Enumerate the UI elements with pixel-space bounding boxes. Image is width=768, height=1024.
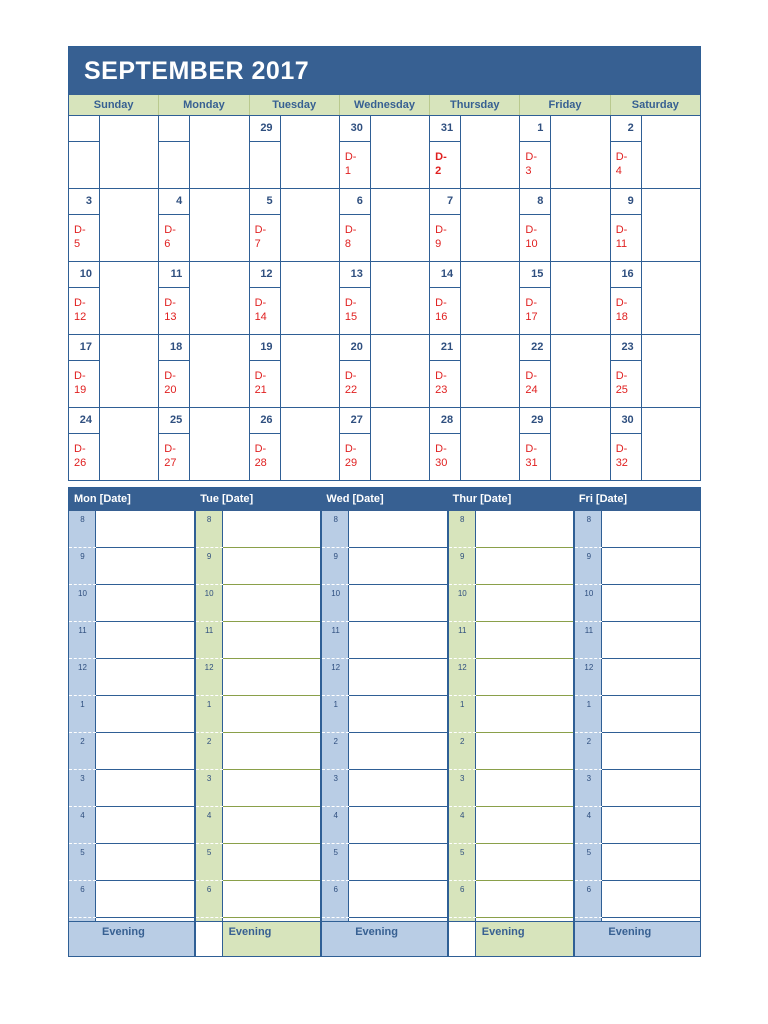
day-countdown: D- 11 (611, 215, 642, 261)
hour-label: 6 (196, 881, 223, 918)
day-number: 16 (611, 262, 642, 288)
calendar-day-cell[interactable] (159, 116, 249, 188)
day-number: 17 (69, 335, 100, 361)
weekday-label-monday: Monday (159, 95, 249, 115)
day-number: 23 (611, 335, 642, 361)
time-slot[interactable] (349, 622, 447, 659)
day-number: 19 (250, 335, 281, 361)
day-number: 7 (430, 189, 461, 215)
weekday-label-saturday: Saturday (631, 99, 679, 111)
day-countdown: D- 15 (340, 288, 371, 334)
time-slot[interactable] (602, 696, 700, 733)
calendar-day-cell[interactable] (250, 262, 340, 334)
hour-label: 11 (322, 622, 349, 659)
day-countdown: D- 28 (250, 434, 281, 481)
day-number: 3 (69, 189, 100, 215)
hour-label: 4 (322, 807, 349, 844)
weekday-label-friday: Friday (520, 95, 610, 115)
time-slot[interactable] (349, 659, 447, 696)
hour-label: 10 (449, 585, 476, 622)
calendar-day-cell[interactable] (250, 189, 340, 261)
calendar-day-cell[interactable] (430, 189, 520, 261)
hour-label: 10 (196, 585, 223, 622)
hour-label: 6 (69, 881, 96, 918)
hour-label: 12 (69, 659, 96, 696)
day-number: 30 (611, 408, 642, 434)
calendar-day-cell[interactable] (69, 335, 159, 407)
time-slot[interactable] (476, 622, 574, 659)
evening-section[interactable] (322, 921, 447, 956)
time-slot[interactable] (476, 659, 574, 696)
hour-label: 1 (322, 696, 349, 733)
time-slot[interactable] (602, 807, 700, 844)
hour-label: 11 (69, 622, 96, 659)
calendar-day-cell[interactable] (340, 408, 430, 481)
time-slot[interactable] (96, 696, 194, 733)
calendar-day-cell[interactable] (520, 408, 610, 481)
day-number: 15 (520, 262, 551, 288)
hour-label: 8 (196, 511, 223, 548)
hour-label: 9 (69, 548, 96, 585)
calendar-week-row (69, 335, 700, 408)
day-countdown: D- 1 (340, 142, 371, 188)
hour-label: 6 (575, 881, 602, 918)
day-number: 31 (430, 116, 461, 142)
time-slot[interactable] (96, 770, 194, 807)
day-number: 11 (159, 262, 190, 288)
time-slot[interactable] (349, 770, 447, 807)
time-slot[interactable] (223, 881, 321, 918)
day-number: 14 (430, 262, 461, 288)
day-number (159, 116, 190, 142)
calendar-day-cell[interactable] (250, 116, 340, 188)
time-slot[interactable] (96, 659, 194, 696)
month-title: SEPTEMBER 2017 (69, 47, 700, 95)
day-number: 18 (159, 335, 190, 361)
hour-label: 9 (575, 548, 602, 585)
hour-label: 8 (322, 511, 349, 548)
time-slot[interactable] (96, 807, 194, 844)
day-countdown: D- 10 (520, 215, 551, 261)
time-slot[interactable] (602, 770, 700, 807)
time-slot[interactable] (602, 511, 700, 548)
calendar-day-cell[interactable] (340, 262, 430, 334)
time-slot[interactable] (96, 548, 194, 585)
weekly-planner (68, 487, 701, 957)
evening-section[interactable] (196, 921, 321, 956)
calendar-day-cell[interactable] (250, 335, 340, 407)
hour-label: 5 (575, 844, 602, 881)
calendar-week-row (69, 189, 700, 262)
planner-day-header: Fri [Date] (578, 493, 628, 505)
hour-label: 4 (69, 807, 96, 844)
hour-label: 5 (322, 844, 349, 881)
calendar-day-cell[interactable] (430, 116, 520, 188)
weekday-label-thursday: Thursday (430, 95, 520, 115)
calendar-day-cell[interactable] (69, 189, 159, 261)
hour-label: 11 (449, 622, 476, 659)
calendar-week-row (69, 262, 700, 335)
day-countdown: D- 3 (520, 142, 551, 188)
hour-label: 8 (69, 511, 96, 548)
day-countdown: D- 32 (611, 434, 642, 481)
day-countdown: D- 14 (250, 288, 281, 334)
evening-label: Evening (608, 926, 652, 938)
calendar-day-cell[interactable] (69, 408, 159, 481)
weekday-label-sunday: Sunday (69, 95, 159, 115)
time-slot[interactable] (223, 659, 321, 696)
hour-label: 1 (575, 696, 602, 733)
day-countdown: D- 24 (520, 361, 551, 407)
calendar-day-cell[interactable] (611, 335, 700, 407)
day-countdown: D- 20 (159, 361, 190, 407)
day-countdown: D- 8 (340, 215, 371, 261)
time-slot[interactable] (602, 585, 700, 622)
hour-label: 4 (575, 807, 602, 844)
weekday-header-row (69, 95, 700, 116)
time-slot[interactable] (476, 585, 574, 622)
day-countdown: D- 31 (520, 434, 551, 481)
day-countdown: D- 7 (250, 215, 281, 261)
hour-label: 3 (322, 770, 349, 807)
day-countdown: D- 23 (430, 361, 461, 407)
weekday-label-tuesday: Tuesday (250, 95, 340, 115)
calendar-day-cell[interactable] (340, 116, 430, 188)
time-slot[interactable] (349, 844, 447, 881)
evening-strip (196, 922, 223, 956)
hour-label: 12 (196, 659, 223, 696)
day-countdown: D- 6 (159, 215, 190, 261)
planner-header-row (69, 488, 700, 511)
calendar-day-cell[interactable] (159, 408, 249, 481)
planner-day-column (69, 511, 196, 956)
hour-label: 10 (322, 585, 349, 622)
hour-label: 6 (449, 881, 476, 918)
calendar-day-cell[interactable] (430, 335, 520, 407)
time-slot[interactable] (96, 511, 194, 548)
day-countdown (250, 142, 281, 188)
calendar-day-cell[interactable] (159, 189, 249, 261)
hour-label: 9 (196, 548, 223, 585)
day-countdown: D- 21 (250, 361, 281, 407)
time-slot[interactable] (223, 548, 321, 585)
planner-day-header: Mon [Date] (74, 493, 131, 505)
day-number: 1 (520, 116, 551, 142)
time-slot[interactable] (349, 511, 447, 548)
time-slot[interactable] (349, 807, 447, 844)
hour-label: 8 (575, 511, 602, 548)
time-slot[interactable] (602, 881, 700, 918)
day-number: 24 (69, 408, 100, 434)
hour-label: 9 (449, 548, 476, 585)
calendar-day-cell[interactable] (520, 262, 610, 334)
hour-label: 3 (196, 770, 223, 807)
hour-label: 2 (69, 733, 96, 770)
time-slot[interactable] (96, 844, 194, 881)
day-countdown: D- 22 (340, 361, 371, 407)
time-slot[interactable] (476, 548, 574, 585)
day-countdown: D- 26 (69, 434, 100, 481)
time-slot[interactable] (476, 770, 574, 807)
day-countdown: D- 17 (520, 288, 551, 334)
time-slot[interactable] (476, 733, 574, 770)
monthly-calendar (68, 46, 701, 481)
weekday-label-wednesday: Wednesday (340, 95, 430, 115)
time-slot[interactable] (476, 696, 574, 733)
calendar-day-cell[interactable] (520, 116, 610, 188)
time-slot[interactable] (96, 733, 194, 770)
time-slot[interactable] (96, 585, 194, 622)
planner-day-column (322, 511, 449, 956)
day-number: 6 (340, 189, 371, 215)
hour-label: 11 (196, 622, 223, 659)
calendar-day-cell[interactable] (340, 335, 430, 407)
time-slot[interactable] (349, 696, 447, 733)
day-countdown: D- 12 (69, 288, 100, 334)
hour-label: 12 (449, 659, 476, 696)
calendar-day-cell[interactable] (159, 335, 249, 407)
day-countdown (69, 142, 100, 188)
calendar-day-cell[interactable] (69, 262, 159, 334)
calendar-day-cell[interactable] (611, 116, 700, 188)
planner-day-column (575, 511, 700, 956)
time-slot[interactable] (602, 659, 700, 696)
hour-label: 4 (449, 807, 476, 844)
day-countdown: D- 5 (69, 215, 100, 261)
time-slot[interactable] (476, 511, 574, 548)
time-slot[interactable] (223, 844, 321, 881)
hour-label: 1 (69, 696, 96, 733)
time-slot[interactable] (223, 622, 321, 659)
planner-day-column (449, 511, 576, 956)
evening-label: Evening (228, 926, 272, 938)
calendar-week-row (69, 408, 700, 481)
hour-label: 9 (322, 548, 349, 585)
day-countdown: D- 13 (159, 288, 190, 334)
hour-label: 8 (449, 511, 476, 548)
day-countdown: D- 2 (430, 142, 461, 188)
day-countdown: D- 25 (611, 361, 642, 407)
calendar-day-cell[interactable] (430, 408, 520, 481)
evening-strip (449, 922, 476, 956)
calendar-day-cell[interactable] (520, 189, 610, 261)
calendar-day-cell[interactable] (250, 408, 340, 481)
day-number (69, 116, 100, 142)
calendar-day-cell[interactable] (611, 262, 700, 334)
day-number: 9 (611, 189, 642, 215)
day-number: 13 (340, 262, 371, 288)
time-slot[interactable] (96, 881, 194, 918)
day-number: 29 (520, 408, 551, 434)
calendar-day-cell[interactable] (159, 262, 249, 334)
evening-section[interactable] (69, 921, 194, 956)
hour-label: 2 (196, 733, 223, 770)
day-number: 26 (250, 408, 281, 434)
day-countdown: D- 4 (611, 142, 642, 188)
day-number: 30 (340, 116, 371, 142)
hour-label: 12 (322, 659, 349, 696)
day-countdown: D- 16 (430, 288, 461, 334)
time-slot[interactable] (476, 881, 574, 918)
day-countdown: D- 18 (611, 288, 642, 334)
hour-label: 6 (322, 881, 349, 918)
calendar-day-cell[interactable] (611, 189, 700, 261)
hour-label: 2 (322, 733, 349, 770)
day-countdown (159, 142, 190, 188)
hour-label: 1 (196, 696, 223, 733)
evening-section[interactable] (449, 921, 574, 956)
hour-label: 5 (196, 844, 223, 881)
time-slot[interactable] (96, 622, 194, 659)
evening-label: Evening (481, 926, 525, 938)
evening-label: Evening (355, 926, 398, 938)
hour-label: 10 (575, 585, 602, 622)
calendar-day-cell[interactable] (69, 116, 159, 188)
time-slot[interactable] (223, 770, 321, 807)
calendar-weeks (69, 116, 700, 480)
hour-label: 5 (69, 844, 96, 881)
hour-label: 3 (449, 770, 476, 807)
planner-columns (69, 511, 700, 956)
planner-day-header: Tue [Date] (200, 493, 254, 505)
time-slot[interactable] (349, 881, 447, 918)
day-number: 28 (430, 408, 461, 434)
day-countdown: D- 9 (430, 215, 461, 261)
day-countdown: D- 30 (430, 434, 461, 481)
hour-label: 10 (69, 585, 96, 622)
time-slot[interactable] (223, 696, 321, 733)
calendar-day-cell[interactable] (520, 335, 610, 407)
day-number: 2 (611, 116, 642, 142)
hour-label: 4 (196, 807, 223, 844)
time-slot[interactable] (602, 733, 700, 770)
time-slot[interactable] (349, 733, 447, 770)
time-slot[interactable] (476, 844, 574, 881)
day-number: 4 (159, 189, 190, 215)
time-slot[interactable] (349, 585, 447, 622)
planner-day-header: Thur [Date] (452, 493, 512, 505)
calendar-day-cell[interactable] (611, 408, 700, 481)
day-number: 21 (430, 335, 461, 361)
calendar-day-cell[interactable] (430, 262, 520, 334)
time-slot[interactable] (602, 622, 700, 659)
time-slot[interactable] (602, 844, 700, 881)
time-slot[interactable] (223, 807, 321, 844)
hour-label: 2 (449, 733, 476, 770)
hour-label: 12 (575, 659, 602, 696)
evening-section[interactable] (575, 921, 700, 956)
day-number: 5 (250, 189, 281, 215)
day-countdown: D- 19 (69, 361, 100, 407)
day-number: 10 (69, 262, 100, 288)
time-slot[interactable] (602, 548, 700, 585)
day-number: 12 (250, 262, 281, 288)
time-slot[interactable] (223, 733, 321, 770)
hour-label: 3 (69, 770, 96, 807)
time-slot[interactable] (349, 548, 447, 585)
evening-label: Evening (102, 926, 145, 938)
hour-label: 2 (575, 733, 602, 770)
planner-day-header: Wed [Date] (326, 493, 384, 505)
day-number: 8 (520, 189, 551, 215)
time-slot[interactable] (476, 807, 574, 844)
hour-label: 5 (449, 844, 476, 881)
calendar-day-cell[interactable] (340, 189, 430, 261)
hour-label: 3 (575, 770, 602, 807)
day-number: 25 (159, 408, 190, 434)
day-number: 27 (340, 408, 371, 434)
calendar-week-row (69, 116, 700, 189)
day-number: 29 (250, 116, 281, 142)
day-number: 22 (520, 335, 551, 361)
time-slot[interactable] (223, 511, 321, 548)
hour-label: 11 (575, 622, 602, 659)
planner-day-column (196, 511, 323, 956)
day-countdown: D- 29 (340, 434, 371, 481)
day-number: 20 (340, 335, 371, 361)
time-slot[interactable] (223, 585, 321, 622)
hour-label: 1 (449, 696, 476, 733)
day-countdown: D- 27 (159, 434, 190, 481)
